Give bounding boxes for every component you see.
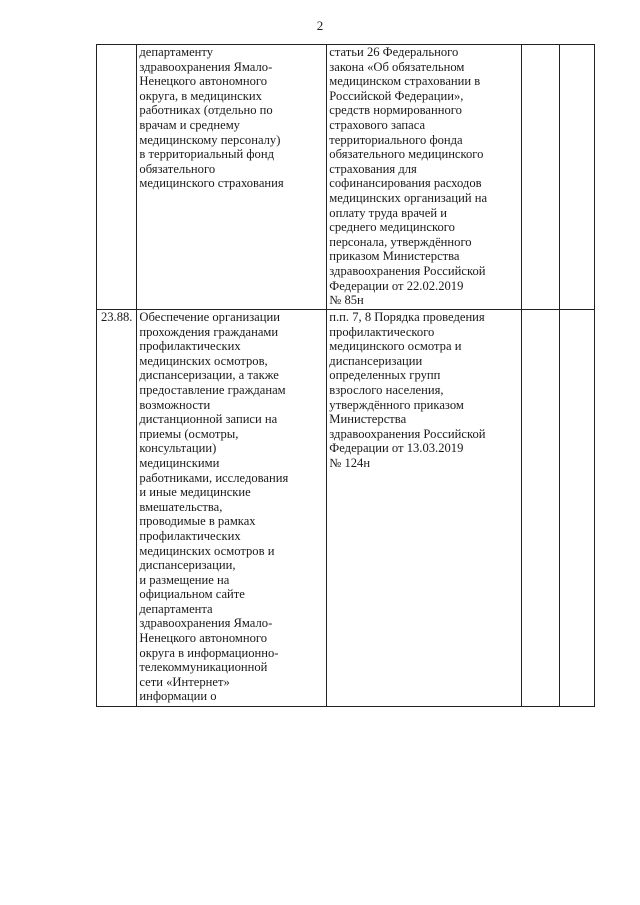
text-line: обязательного	[139, 161, 216, 176]
text-line: здравоохранения Российской	[329, 426, 486, 441]
text-line: дистанционной записи на	[139, 412, 278, 427]
text-line: в территориальный фонд	[139, 147, 275, 162]
text-line: работниках (отдельно по	[139, 103, 273, 118]
text-line: медицинском страховании в	[329, 74, 481, 89]
text-line: возможности	[139, 397, 211, 412]
text-line: среднего медицинского	[329, 220, 455, 235]
text-line: Федерации от 22.02.2019	[329, 278, 464, 293]
text-line: врачам и среднему	[139, 117, 240, 132]
text-line: медицинского осмотра и	[329, 339, 462, 354]
text-line: здравоохранения Ямало-	[139, 59, 273, 74]
text-line: департаменту	[139, 45, 214, 59]
text-line: территориального фонда	[329, 132, 463, 147]
text-line: статьи 26 Федерального	[329, 45, 459, 59]
text-line: взрослого населения,	[329, 382, 444, 397]
row-number: 23.88.	[97, 310, 137, 707]
text-line: софинансирования расходов	[329, 176, 482, 191]
text-line: утверждённого приказом	[329, 397, 464, 412]
text-line: № 124н	[329, 455, 371, 470]
row-number	[97, 45, 137, 310]
text-line: департамента	[139, 601, 213, 616]
text-line: Федерации от 13.03.2019	[329, 441, 464, 456]
text-line: профилактических	[139, 528, 241, 543]
text-line: № 85н	[329, 293, 364, 308]
text-line: Ненецкого автономного	[139, 74, 268, 89]
text-line: Ненецкого автономного	[139, 631, 268, 646]
text-line: средств нормированного	[329, 103, 462, 118]
page-number: 2	[316, 18, 324, 33]
text-line: информации о	[139, 689, 217, 704]
text-line: телекоммуникационной	[139, 660, 268, 675]
text-line: персонала, утверждённого	[329, 234, 472, 249]
text-line: медицинских организаций на	[329, 190, 488, 205]
text-line: прохождения гражданами	[139, 324, 279, 339]
measure-name-cell	[137, 45, 327, 310]
text-line: медицинских осмотров,	[139, 353, 268, 368]
text-line: медицинского страхования	[139, 176, 284, 191]
legal-basis-cell	[327, 310, 522, 707]
text-line: здравоохранения Российской	[329, 263, 486, 278]
text-line: предоставление гражданам	[139, 382, 286, 397]
legal-basis-cell	[327, 45, 522, 310]
text-line: медицинскому персоналу)	[139, 132, 281, 147]
text-line: обязательного медицинского	[329, 147, 484, 162]
text-line: закона «Об обязательном	[329, 59, 465, 74]
table-row	[97, 310, 595, 707]
text-line: приказом Министерства	[329, 249, 460, 264]
text-line: определенных групп	[329, 368, 441, 383]
text-line: Министерства	[329, 412, 407, 427]
text-line: Российской Федерации»,	[329, 88, 464, 103]
text-line: официальном сайте	[139, 587, 245, 602]
text-line: здравоохранения Ямало-	[139, 616, 273, 631]
text-line: Обеспечение организации	[139, 310, 280, 324]
text-line: проводимые в рамках	[139, 514, 256, 529]
text-line: медицинских осмотров и	[139, 543, 275, 558]
measure-name-cell	[137, 310, 327, 707]
table-row	[97, 45, 595, 310]
text-line: округа в информационно-	[139, 645, 279, 660]
text-line: приемы (осмотры,	[139, 426, 239, 441]
text-line: диспансеризации, а также	[139, 368, 279, 383]
text-line: оплату труда врачей и	[329, 205, 447, 220]
document-table	[96, 44, 595, 707]
text-line: страхового запаса	[329, 117, 426, 132]
text-line: округа, в медицинских	[139, 88, 262, 103]
empty-cell	[559, 45, 594, 310]
empty-cell	[522, 310, 559, 707]
empty-cell	[559, 310, 594, 707]
text-line: профилактических	[139, 339, 241, 354]
text-line: п.п. 7, 8 Порядка проведения	[329, 310, 485, 324]
text-line: сети «Интернет»	[139, 674, 230, 689]
text-line: профилактического	[329, 324, 435, 339]
empty-cell	[522, 45, 559, 310]
text-line: медицинскими	[139, 455, 220, 470]
text-line: работниками, исследования	[139, 470, 289, 485]
text-line: диспансеризации	[329, 353, 423, 368]
text-line: и иные медицинские	[139, 485, 251, 500]
text-line: вмешательства,	[139, 499, 223, 514]
text-line: и размещение на	[139, 572, 230, 587]
text-line: диспансеризации,	[139, 558, 236, 573]
text-line: консультации)	[139, 441, 217, 456]
text-line: страхования для	[329, 161, 417, 176]
